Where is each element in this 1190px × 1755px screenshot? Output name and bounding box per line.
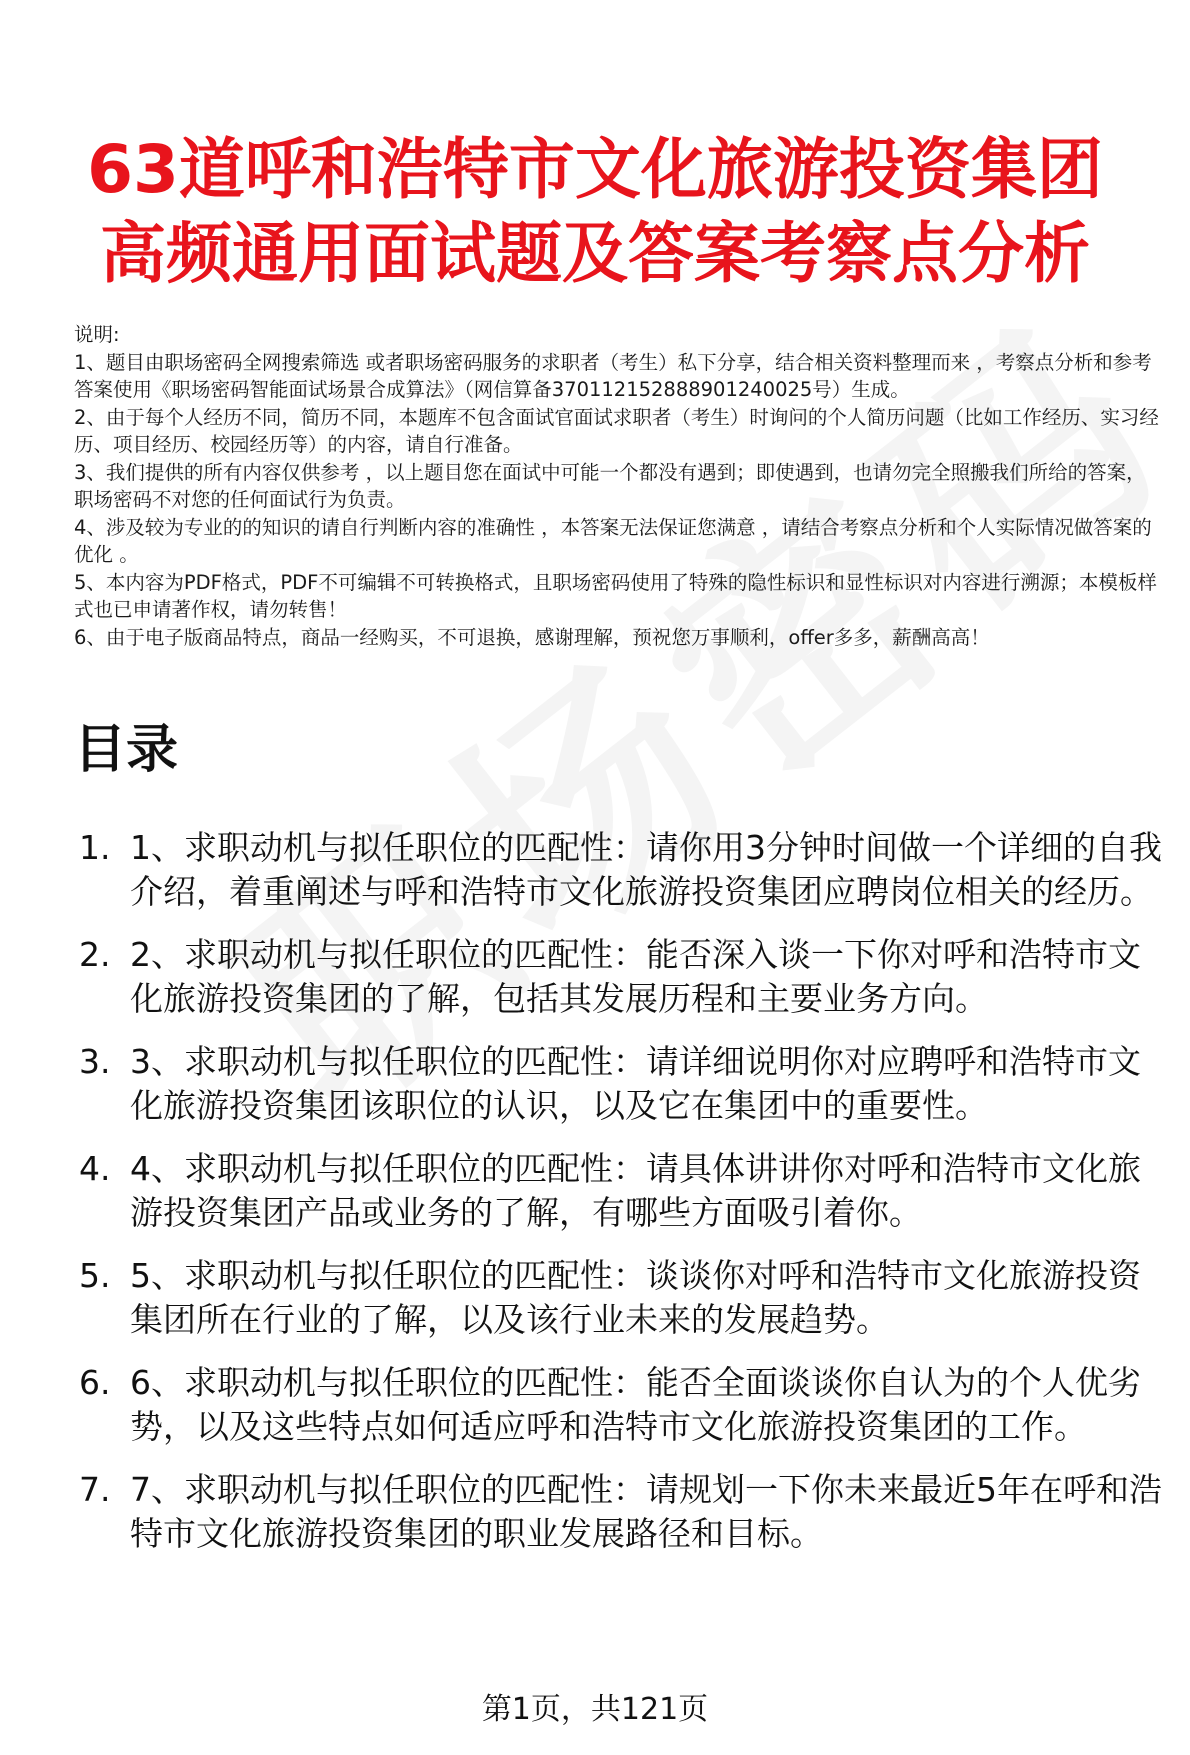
title-line-2: 高频通用面试题及答案考察点分析 (100, 215, 1090, 292)
toc-item[interactable] (74, 1254, 1168, 1342)
page-footer: 第1页，共121页 (481, 1692, 709, 1727)
toc-item[interactable] (74, 826, 1168, 914)
notes-item: 3、我们提供的所有内容仅供参考 ，以上题目您在面试中可能一个都没有遇到；即使遇到，也请勿完全照搬我们所给的答案，职场密码不对您的任何面试行为负责。 (74, 460, 1146, 511)
toc-heading: 目录 (74, 720, 179, 780)
notes-heading: 说明: (74, 323, 120, 346)
toc-item[interactable] (74, 1040, 1168, 1128)
notes-section (74, 321, 1164, 651)
toc-item-text: 5、求职动机与拟任职位的匹配性：谈谈你对呼和浩特市文化旅游投资集团所在行业的了解，以及该行业未来的发展趋势。 (130, 1256, 1141, 1339)
toc-item-number: 2. (79, 935, 111, 974)
toc-item-number: 5. (79, 1256, 111, 1295)
toc-item[interactable] (74, 1361, 1168, 1449)
toc-item-number: 6. (79, 1363, 111, 1402)
title-line-1: 63道呼和浩特市文化旅游投资集团 (87, 131, 1103, 208)
toc-item-text: 1、求职动机与拟任职位的匹配性：请你用3分钟时间做一个详细的自我介绍，着重阐述与呼和浩特市文化旅游投资集团应聘岗位相关的经历。 (130, 828, 1162, 911)
notes-item: 6、由于电子版商品特点，商品一经购买，不可退换，感谢理解，预祝您万事顺利，offer多多，薪酬高高！ (74, 625, 990, 649)
toc-item-text: 3、求职动机与拟任职位的匹配性：请详细说明你对应聘呼和浩特市文化旅游投资集团该职位的认识，以及它在集团中的重要性。 (130, 1042, 1141, 1125)
toc-item-text: 4、求职动机与拟任职位的匹配性：请具体讲讲你对呼和浩特市文化旅游投资集团产品或业务的了解，有哪些方面吸引着你。 (130, 1149, 1141, 1232)
toc-item-text: 2、求职动机与拟任职位的匹配性：能否深入谈一下你对呼和浩特市文化旅游投资集团的了解，包括其发展历程和主要业务方向。 (130, 935, 1141, 1018)
toc-item-number: 4. (79, 1149, 111, 1188)
document-title (0, 128, 1190, 296)
toc-item[interactable] (74, 933, 1168, 1021)
notes-item: 5、本内容为PDF格式，PDF不可编辑不可转换格式，且职场密码使用了特殊的隐性标识和显性标识对内容进行溯源；本模板样式也已申请著作权，请勿转售！ (74, 570, 1157, 621)
notes-item: 1、题目由职场密码全网搜索筛选 或者职场密码服务的求职者（考生）私下分享，结合相关资料整理而来 ，考察点分析和参考答案使用《职场密码智能面试场景合成算法》（网信算备370112152888901240025号）生成。 (74, 350, 1152, 401)
toc-item[interactable] (74, 1468, 1168, 1556)
toc-item-text: 7、求职动机与拟任职位的匹配性：请规划一下你未来最近5年在呼和浩特市文化旅游投资集团的职业发展路径和目标。 (130, 1470, 1162, 1553)
notes-item: 4、涉及较为专业的的知识的请自行判断内容的准确性 ，本答案无法保证您满意 ，请结合考察点分析和个人实际情况做答案的优化 。 (74, 515, 1152, 566)
toc-item-text: 6、求职动机与拟任职位的匹配性：能否全面谈谈你自认为的个人优劣势，以及这些特点如何适应呼和浩特市文化旅游投资集团的工作。 (130, 1363, 1141, 1446)
notes-item: 2、由于每个人经历不同，简历不同，本题库不包含面试官面试求职者（考生）时询问的个人简历问题（比如工作经历、实习经历、项目经历、校园经历等）的内容，请自行准备。 (74, 405, 1159, 456)
toc-item-number: 1. (79, 828, 111, 867)
toc-item[interactable] (74, 1147, 1168, 1235)
toc-item-number: 7. (79, 1470, 111, 1509)
toc-item-number: 3. (79, 1042, 111, 1081)
toc-list (74, 826, 1168, 1575)
